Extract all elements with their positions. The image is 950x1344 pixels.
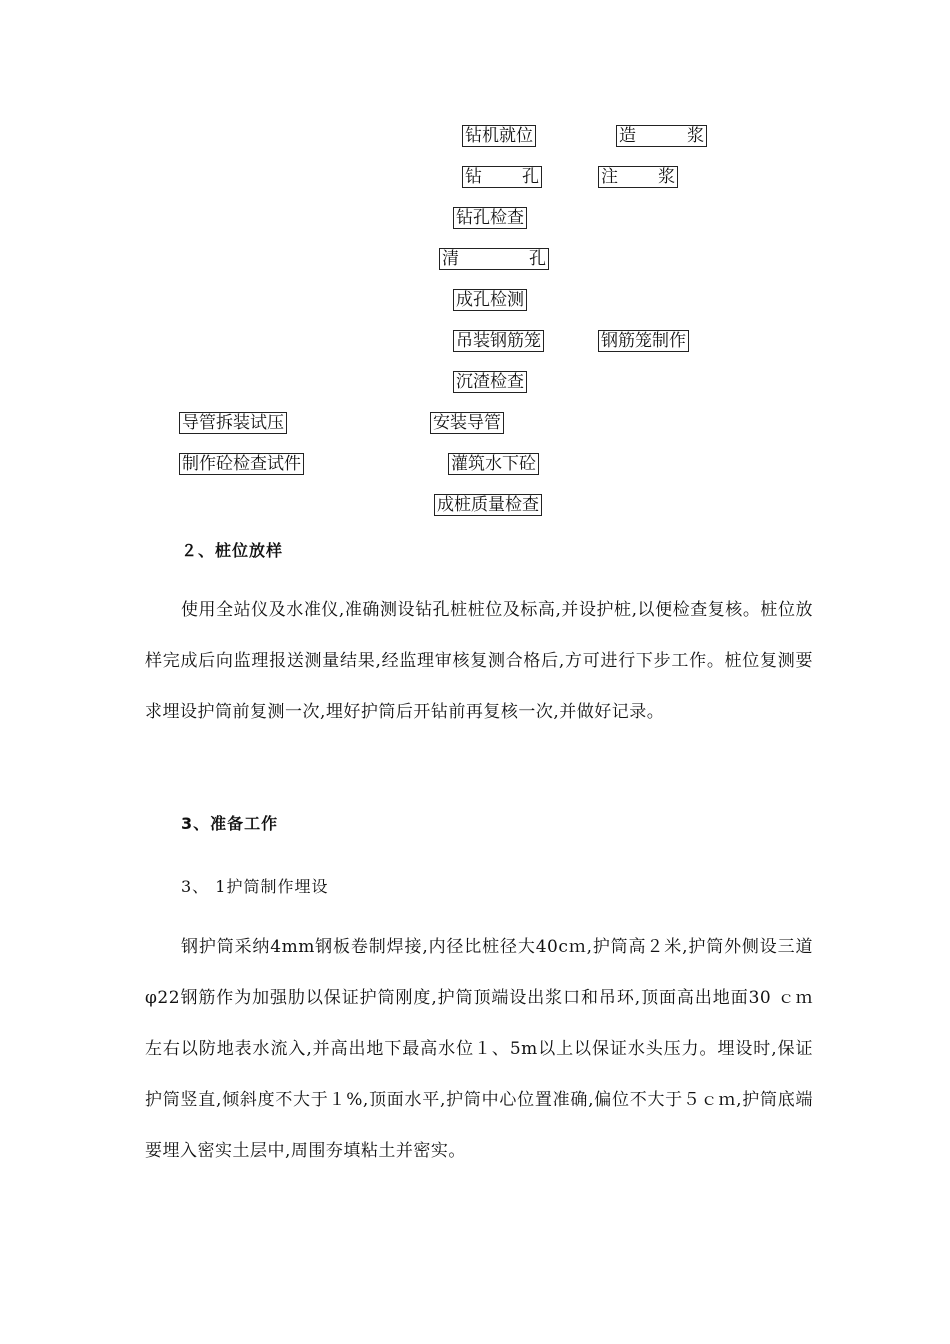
flow-box-cleaning	[439, 248, 549, 270]
flow-box-cage-fabrication: 钢筋笼制作	[598, 330, 689, 352]
flow-box-formed-hole-test: 成孔检测	[453, 289, 527, 311]
section-2-paragraph: 使用全站仪及水准仪,准确测设钻孔桩桩位及标高,并设护桩,以便检查复核。桩位放样完成后向监理报送测量结果,经监理审核复测合格后,方可进行下步工作。桩位复测要求埋设护筒前复测一次,埋好护筒后开钻前再复核一次,并做好记录。	[145, 600, 813, 722]
flow-box-slurry-making-char1: 造	[619, 126, 636, 146]
flow-box-slurry-making	[616, 125, 707, 147]
section-3-1-subheading: 3、 1护筒制作埋设	[181, 877, 329, 896]
flow-box-drilling-char1: 钻	[465, 167, 482, 187]
flow-box-grouting	[598, 166, 678, 188]
section-3-heading: 3、准备工作	[181, 814, 279, 833]
flow-box-pile-quality: 成桩质量检查	[434, 494, 542, 516]
section-3-paragraph: 钢护筒采纳4mm钢板卷制焊接,内径比桩径大40cｍ,护筒高２米,护筒外侧设三道 φ22钢筋作为加强肋以保证护筒刚度,护筒顶端设出浆口和吊环,顶面高出地面30 ｃｍ左右以防地表水流入,并高出地下最高水位１、5m以上以保证水头压力。埋设时,保证护筒竖直,倾斜度不大于１%,顶面水平,护筒中心位置准确,偏位不大于５ｃｍ,护筒底端要埋入密实土层中,周围夯填粘土并密实。	[145, 937, 813, 1161]
flow-box-pipe-test: 导管拆装试压	[179, 412, 287, 434]
section-2-heading: ２、桩位放样	[181, 541, 284, 560]
flow-box-slurry-making-char2: 浆	[687, 126, 704, 146]
flow-box-sediment-check: 沉渣检查	[453, 371, 527, 393]
flow-box-drilling	[462, 166, 542, 188]
flow-box-install-pipe: 安装导管	[430, 412, 504, 434]
flow-box-grouting-char1: 注	[601, 167, 618, 187]
flow-box-pour-concrete: 灌筑水下砼	[448, 453, 539, 475]
flow-box-grouting-char2: 浆	[658, 167, 675, 187]
flow-box-hole-inspection: 钻孔检查	[453, 207, 527, 229]
flow-box-lift-cage: 吊装钢筋笼	[453, 330, 544, 352]
flow-box-drilling-char2: 孔	[522, 167, 539, 187]
flow-box-drill-in-place: 钻机就位	[462, 125, 536, 147]
flow-box-concrete-specimen: 制作砼检查试件	[179, 453, 304, 475]
flow-box-cleaning-char1: 清	[442, 249, 459, 269]
flow-box-cleaning-char2: 孔	[529, 249, 546, 269]
